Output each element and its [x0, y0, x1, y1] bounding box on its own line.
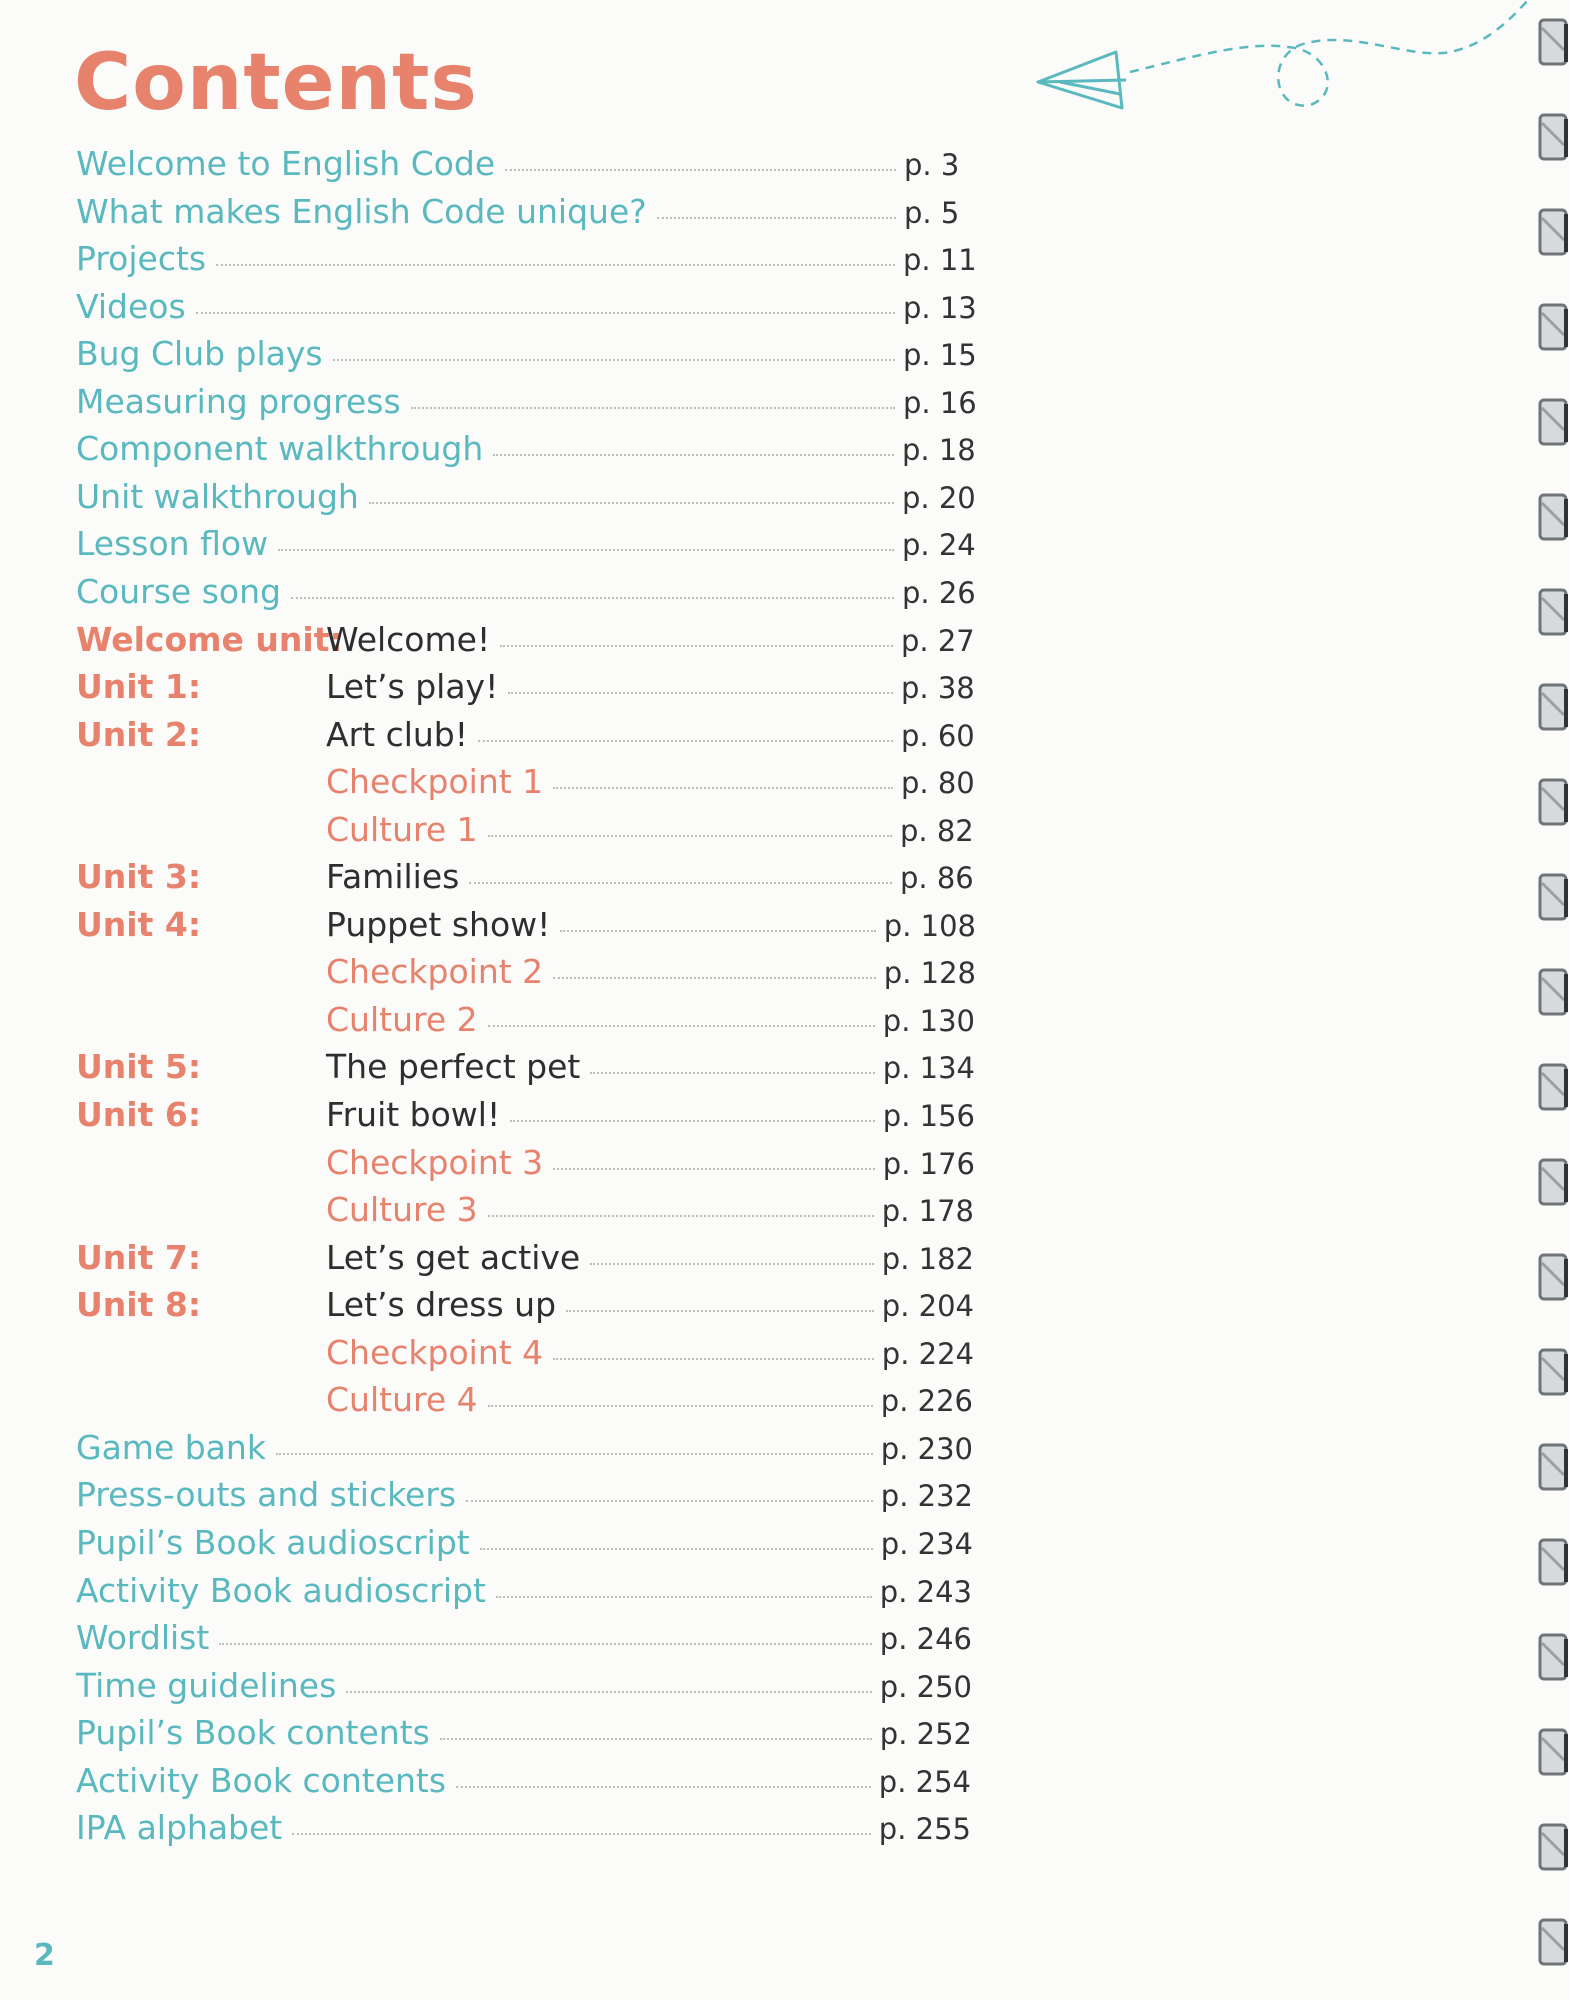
unit-label: Unit 8: — [76, 1285, 202, 1325]
dot-leader — [219, 1643, 872, 1645]
binding-coil — [1540, 115, 1566, 159]
dot-leader — [505, 169, 896, 171]
unit-label: Unit 7: — [76, 1237, 202, 1277]
unit-label: Welcome unit: — [76, 619, 343, 659]
dot-leader — [292, 1833, 871, 1835]
dot-leader — [488, 1025, 875, 1027]
entry-page: p. 24 — [902, 528, 976, 563]
entry-page: p. 182 — [881, 1241, 974, 1276]
binding-coil — [1540, 970, 1566, 1014]
entry-page: p. 224 — [881, 1336, 974, 1371]
toc-entry — [76, 1380, 973, 1427]
toc-entry — [76, 144, 980, 191]
toc-entry — [76, 620, 977, 667]
dot-leader — [493, 454, 894, 456]
binding-coil — [1540, 305, 1566, 349]
entry-page: p. 204 — [881, 1289, 974, 1324]
entry-title: Activity Book audioscript — [76, 1570, 486, 1610]
binding-coil — [1540, 1730, 1566, 1774]
toc-entry — [76, 1000, 975, 1047]
entry-title: Culture 3 — [326, 1190, 478, 1230]
dot-leader — [510, 1120, 875, 1122]
dot-leader — [196, 312, 895, 314]
entry-page: p. 3 — [904, 148, 960, 182]
dot-leader — [553, 1358, 874, 1360]
dot-leader — [488, 1405, 873, 1407]
binding-coil — [1540, 1255, 1566, 1299]
entry-page: p. 134 — [882, 1051, 975, 1086]
binding-coil — [1540, 1635, 1566, 1679]
binding-coil — [1540, 780, 1566, 824]
entry-title: Culture 4 — [326, 1380, 478, 1420]
binding-coil — [1540, 590, 1566, 634]
entry-page: p. 108 — [883, 908, 976, 943]
entry-title: Game bank — [76, 1427, 266, 1467]
dot-leader — [560, 930, 875, 932]
unit-label: Unit 3: — [76, 857, 202, 897]
dot-leader — [553, 1168, 875, 1170]
toc-entry — [76, 1190, 974, 1237]
toc-entry — [76, 810, 976, 857]
entry-title: Puppet show! — [326, 904, 551, 944]
binding-coil — [1540, 875, 1566, 919]
entry-page: p. 86 — [900, 861, 974, 896]
toc-entry — [76, 1523, 973, 1570]
page-title: Contents — [74, 38, 478, 128]
dot-leader — [590, 1263, 874, 1265]
dot-leader — [466, 1500, 873, 1502]
toc-entry — [76, 1618, 972, 1665]
toc-entry — [76, 1666, 972, 1713]
toc-entry — [76, 1285, 974, 1332]
entry-page: p. 20 — [902, 480, 976, 515]
entry-title: Families — [326, 857, 460, 897]
binding-coil — [1540, 20, 1566, 64]
entry-title: Let’s dress up — [326, 1285, 557, 1325]
entry-page: p. 178 — [881, 1194, 974, 1229]
entry-title: Bug Club plays — [76, 334, 323, 374]
entry-title: Pupil’s Book audioscript — [76, 1522, 470, 1562]
toc-entry — [76, 572, 978, 619]
entry-page: p. 254 — [878, 1764, 971, 1799]
entry-title: Projects — [76, 239, 207, 279]
entry-title: Let’s get active — [326, 1237, 581, 1277]
toc-entry — [76, 1333, 974, 1380]
toc-entry — [76, 477, 978, 524]
toc-entry — [76, 1238, 974, 1285]
dot-leader — [478, 740, 893, 742]
toc-entry — [76, 1808, 971, 1855]
entry-page: p. 15 — [903, 338, 977, 373]
entry-page: p. 243 — [879, 1574, 972, 1609]
toc-entry — [76, 857, 976, 904]
entry-page: p. 16 — [903, 385, 977, 420]
dot-leader — [500, 645, 893, 647]
entry-title: Measuring progress — [76, 381, 401, 421]
binding-coil — [1540, 685, 1566, 729]
entry-page: p. 176 — [882, 1146, 975, 1181]
dot-leader — [456, 1786, 871, 1788]
dot-leader — [369, 502, 894, 504]
dot-leader — [278, 549, 894, 551]
entry-title: Course song — [76, 571, 281, 611]
binding-coil — [1540, 400, 1566, 444]
dot-leader — [553, 977, 876, 979]
entry-page: p. 26 — [902, 575, 976, 610]
entry-title: Videos — [76, 286, 186, 326]
toc-entry — [76, 287, 979, 334]
entry-title: IPA alphabet — [76, 1808, 283, 1848]
toc-entry — [76, 1571, 972, 1618]
toc-entry — [76, 762, 977, 809]
entry-title: Time guidelines — [76, 1665, 337, 1705]
toc-entry — [76, 524, 978, 571]
toc-entry — [76, 952, 976, 999]
entry-title: Fruit bowl! — [326, 1095, 501, 1134]
entry-page: p. 5 — [904, 195, 960, 230]
unit-label: Unit 4: — [76, 904, 202, 944]
entry-title: Welcome! — [326, 619, 491, 659]
binding-coil — [1540, 1160, 1566, 1204]
dot-leader — [333, 359, 895, 361]
entry-title: Pupil’s Book contents — [76, 1713, 430, 1753]
entry-page: p. 130 — [882, 1003, 975, 1038]
binding-coil — [1540, 1350, 1566, 1394]
dot-leader — [440, 1738, 872, 1740]
entry-title: Checkpoint 2 — [326, 952, 544, 992]
toc-entry — [76, 1761, 971, 1808]
entry-title: Checkpoint 4 — [326, 1332, 544, 1372]
entry-title: Welcome to English Code — [76, 144, 496, 183]
entry-title: Art club! — [326, 714, 468, 754]
unit-label: Unit 5: — [76, 1047, 202, 1087]
entry-page: p. 246 — [879, 1622, 972, 1657]
dot-leader — [216, 264, 895, 266]
toc-entry — [76, 334, 979, 381]
entry-page: p. 38 — [901, 671, 975, 706]
entry-page: p. 250 — [879, 1669, 972, 1704]
dot-leader — [291, 597, 894, 599]
toc-entry — [76, 1143, 975, 1190]
toc-entry — [76, 1428, 973, 1475]
entry-page: p. 80 — [901, 766, 975, 801]
toc-entry — [76, 1713, 972, 1760]
binding-coil — [1540, 210, 1566, 254]
binding-coil — [1540, 1920, 1566, 1964]
toc-entry — [76, 192, 980, 239]
binding-coil — [1540, 1825, 1566, 1869]
entry-page: p. 18 — [902, 433, 976, 468]
dot-leader — [590, 1072, 874, 1074]
dot-leader — [469, 882, 892, 884]
toc-entry — [76, 1095, 975, 1142]
entry-page: p. 232 — [880, 1479, 973, 1514]
entry-title: Culture 1 — [326, 809, 478, 849]
entry-title: Let’s play! — [326, 667, 499, 707]
entry-page: p. 255 — [878, 1812, 971, 1847]
entry-title: What makes English Code unique? — [76, 191, 647, 231]
entry-page: p. 60 — [901, 718, 975, 753]
unit-label: Unit 6: — [76, 1095, 202, 1134]
entry-page: p. 230 — [880, 1431, 973, 1466]
binding-coil — [1540, 1445, 1566, 1489]
entry-page: p. 27 — [901, 623, 975, 658]
dot-leader — [346, 1691, 872, 1693]
entry-title: Activity Book contents — [76, 1760, 447, 1800]
entry-page: p. 13 — [903, 290, 977, 325]
entry-page: p. 128 — [883, 956, 976, 991]
unit-label: Unit 2: — [76, 714, 202, 754]
entry-title: The perfect pet — [326, 1047, 581, 1087]
entry-title: Checkpoint 3 — [326, 1142, 544, 1182]
binding-coil — [1540, 1065, 1566, 1109]
entry-page: p. 234 — [880, 1526, 973, 1561]
entry-title: Wordlist — [76, 1618, 210, 1658]
toc-entry — [76, 715, 977, 762]
entry-page: p. 252 — [879, 1717, 972, 1752]
binding-coil — [1540, 1540, 1566, 1584]
binding-coil — [1540, 495, 1566, 539]
toc-entry — [76, 429, 978, 476]
dot-leader — [657, 217, 896, 219]
dot-leader — [488, 1215, 874, 1217]
entry-title: Lesson flow — [76, 524, 269, 564]
dot-leader — [553, 787, 893, 789]
dot-leader — [276, 1453, 873, 1455]
entry-title: Component walkthrough — [76, 429, 484, 469]
dot-leader — [496, 1596, 872, 1598]
toc-entry — [76, 239, 979, 286]
entry-title: Unit walkthrough — [76, 476, 359, 516]
dot-leader — [566, 1310, 874, 1312]
dot-leader — [411, 407, 895, 409]
entry-title: Culture 2 — [326, 999, 478, 1039]
toc-entry — [76, 667, 977, 714]
entry-page: p. 82 — [900, 813, 974, 848]
entry-title: Checkpoint 1 — [326, 762, 544, 802]
spiral-binding — [1530, 0, 1570, 2000]
entry-page: p. 226 — [880, 1384, 973, 1419]
toc-entry — [76, 905, 976, 952]
entry-page: p. 11 — [903, 243, 977, 278]
toc-entry — [76, 382, 979, 429]
entry-page: p. 156 — [882, 1099, 975, 1133]
page-number: 2 — [34, 1938, 55, 1973]
paper-plane-icon — [1030, 0, 1530, 130]
toc-entry — [76, 1475, 973, 1522]
dot-leader — [488, 835, 892, 837]
dot-leader — [508, 692, 893, 694]
unit-label: Unit 1: — [76, 667, 202, 707]
toc-entry — [76, 1047, 975, 1094]
dot-leader — [480, 1548, 873, 1550]
entry-title: Press-outs and stickers — [76, 1475, 457, 1515]
